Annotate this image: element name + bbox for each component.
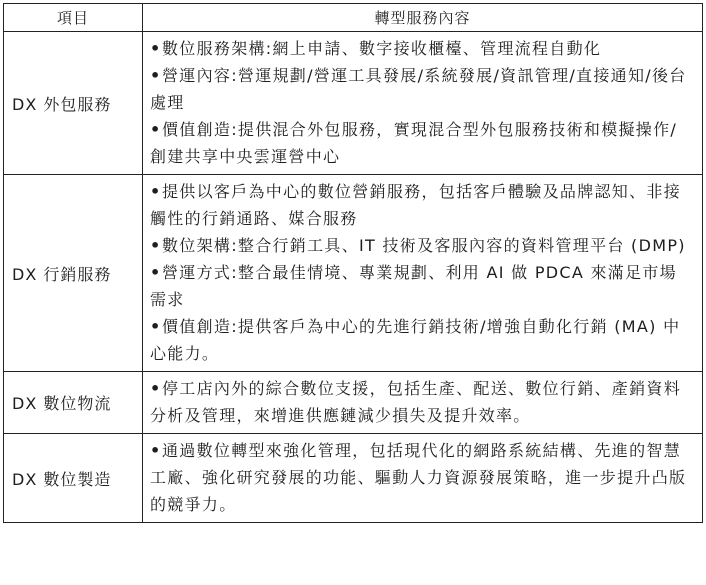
bullet-icon: • bbox=[150, 441, 162, 460]
bullet-icon: • bbox=[150, 263, 162, 282]
list-item: •提供以客戶為中心的數位營銷服務，包括客戶體驗及品牌認知、非接觸性的行銷通路、媒合服務 bbox=[150, 178, 694, 232]
table-row bbox=[4, 372, 703, 434]
header-content: 轉型服務內容 bbox=[143, 4, 703, 32]
list-item: •價值創造:提供客戶為中心的先進行銷技術/增強自動化行銷 (MA) 中心能力。 bbox=[150, 313, 694, 367]
row-category: DX 數位製造 bbox=[4, 434, 143, 523]
list-item: •停工店內外的綜合數位支援，包括生產、配送、數位行銷、產銷資料分析及管理，來增進供應鏈減少損失及提升效率。 bbox=[150, 375, 694, 429]
row-category: DX 外包服務 bbox=[4, 32, 143, 175]
row-category: DX 數位物流 bbox=[4, 372, 143, 434]
bullet-icon: • bbox=[150, 39, 162, 58]
table-row bbox=[4, 32, 703, 175]
bullet-icon: • bbox=[150, 317, 162, 336]
list-item: •價值創造:提供混合外包服務，實現混合型外包服務技術和模擬操作/創建共享中央雲運營中心 bbox=[150, 116, 694, 170]
bullet-icon: • bbox=[150, 236, 162, 255]
list-item: •數位架構:整合行銷工具、IT 技術及客服內容的資料管理平台 (DMP) bbox=[150, 232, 694, 259]
bullet-icon: • bbox=[150, 66, 162, 85]
row-content bbox=[143, 175, 703, 372]
list-item: •營運方式:整合最佳情境、專業規劃、利用 AI 做 PDCA 來滿足市場需求 bbox=[150, 259, 694, 313]
list-item: •營運內容:營運規劃/營運工具發展/系統發展/資訊管理/直接通知/後台處理 bbox=[150, 62, 694, 116]
row-category: DX 行銷服務 bbox=[4, 175, 143, 372]
bullet-icon: • bbox=[150, 379, 162, 398]
bullet-icon: • bbox=[150, 182, 162, 201]
header-row bbox=[4, 4, 703, 32]
dx-services-table bbox=[3, 3, 703, 523]
header-item: 項目 bbox=[4, 4, 143, 32]
bullet-icon: • bbox=[150, 120, 162, 139]
list-item: •通過數位轉型來強化管理，包括現代化的網路系統結構、先進的智慧工廠、強化研究發展的功能、驅動人力資源發展策略，進一步提升凸版的競爭力。 bbox=[150, 437, 694, 518]
row-content bbox=[143, 372, 703, 434]
row-content bbox=[143, 434, 703, 523]
table-row bbox=[4, 434, 703, 523]
row-content bbox=[143, 32, 703, 175]
list-item: •數位服務架構:網上申請、數字接收櫃檯、管理流程自動化 bbox=[150, 35, 694, 62]
table-row bbox=[4, 175, 703, 372]
